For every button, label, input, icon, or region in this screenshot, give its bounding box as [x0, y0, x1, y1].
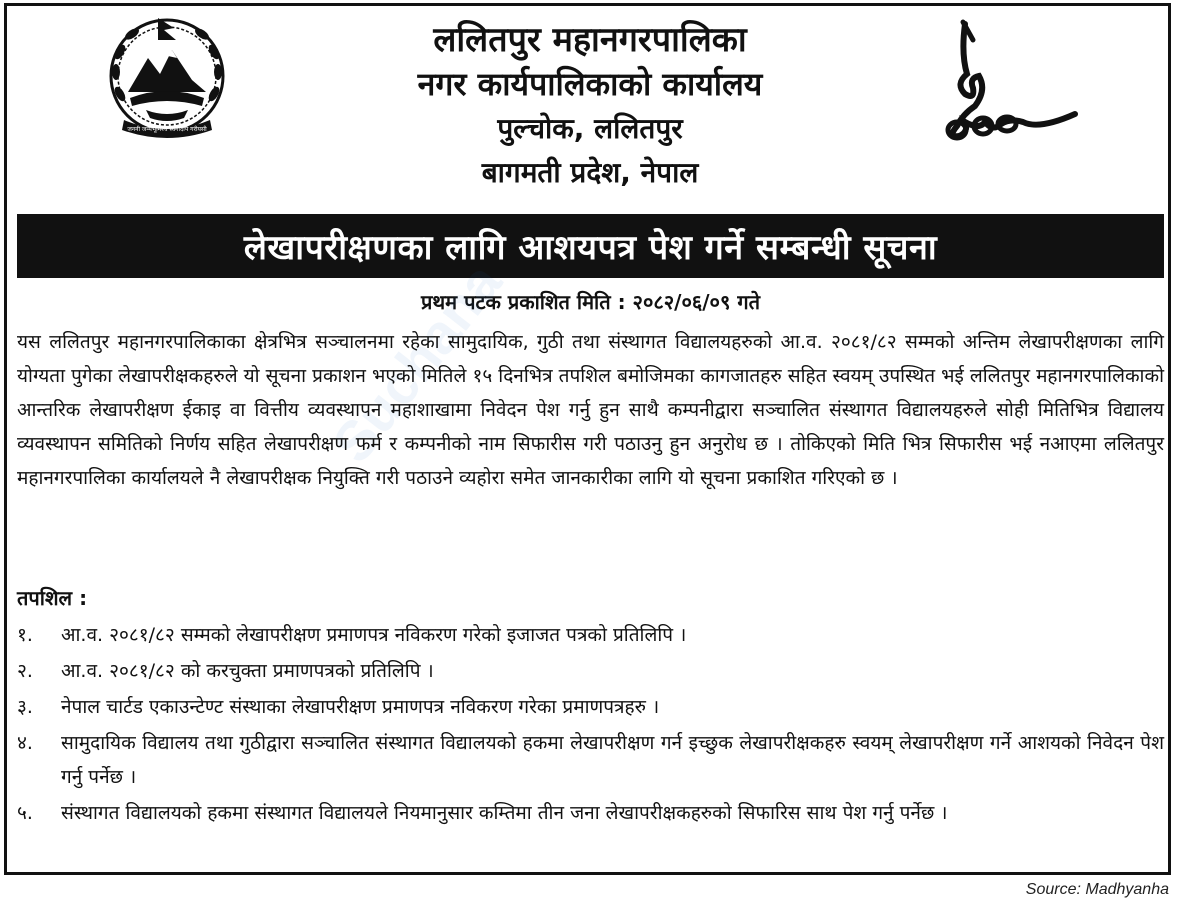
- list-item-text: सामुदायिक विद्यालय तथा गुठीद्वारा सञ्चालित संस्थागत विद्यालयको हकमा लेखापरीक्षण गर्न इच्छुक लेखापरीक्षकहरु स्वयम् लेखापरीक्षण गर्ने आशयको निवेदन पेश गर्नु पर्नेछ ।: [61, 732, 1164, 788]
- list-item-text: आ.व. २०८१/८२ को करचुक्ता प्रमाणपत्रको प्रतिलिपि ।: [61, 660, 434, 682]
- watermark: Suchana: [320, 251, 514, 474]
- notice-title: लेखापरीक्षणका लागि आशयपत्र पेश गर्ने सम्बन्धी सूचना: [17, 214, 1164, 278]
- list-item: [17, 654, 1164, 688]
- office-address: पुल्चोक, ललितपुर: [497, 112, 683, 145]
- list-item-text: आ.व. २०८१/८२ सम्मको लेखापरीक्षण प्रमाणपत्र नविकरण गरेको इजाजत पत्रको प्रतिलिपि ।: [61, 624, 687, 646]
- tapsil-heading: तपशिल :: [17, 586, 88, 610]
- list-item-number: ३.: [17, 696, 33, 718]
- list-item-text: संस्थागत विद्यालयको हकमा संस्थागत विद्यालयले नियमानुसार कम्तिमा तीन जना लेखापरीक्षकहरुको सिफारिस साथ पेश गर्नु पर्नेछ ।: [61, 802, 948, 824]
- nepal-government-emblem-icon: [102, 14, 232, 146]
- notice-body: यस ललितपुर महानगरपालिकाका क्षेत्रभित्र सञ्चालनमा रहेका सामुदायिक, गुठी तथा संस्थागत विद्यालयहरुको आ.व. २०८१/८२ सम्मको अन्तिम लेखापरीक्षणका लागि योग्यता पुगेका लेखापरीक्षकहरुले यो सूचना प्रकाशन भएको मितिले १५ दिनभित्र तपशिल बमोजिमका कागजातहरु सहित स्वयम् उपस्थित भई ललितपुर महानगरपालिकाको आन्तरिक लेखापरीक्षण ईकाइ वा वित्तीय व्यवस्थापन महाशाखामा निवेदन पेश गर्नु हुन साथै कम्पनीद्वारा सञ्चालित संस्थागत विद्यालयहरुले सोही मितिभित्र विद्यालय व्यवस्थापन समितिको निर्णय सहित लेखापरीक्षण फर्म र कम्पनीको नाम सिफारीस गरी पठाउनु हुन अनुरोध छ । तोकिएको मिति भित्र सिफारीस भई नआएमा ललितपुर महानगरपालिका कार्यालयले नै लेखापरीक्षक नियुक्ति गरी पठाउने व्यहोरा समेत जानकारीका लागि यो सूचना प्रकाशित गरिएको छ ।: [17, 331, 1164, 489]
- requirements-list: [17, 618, 1164, 832]
- list-item: [17, 796, 1164, 830]
- office-name: नगर कार्यपालिकाको कार्यालय: [417, 65, 763, 103]
- municipality-name: ललितपुर महानगरपालिका: [433, 20, 747, 60]
- province-country: बागमती प्रदेश, नेपाल: [481, 156, 699, 189]
- list-item-number: ४.: [17, 732, 33, 754]
- list-item: [17, 690, 1164, 724]
- svg-text:जननी जन्मभूमिश्च स्वर्गादपि गर: जननी जन्मभूमिश्च स्वर्गादपि गरीयसी: [127, 126, 207, 133]
- signature-icon: [935, 14, 1085, 144]
- office-header: [280, 18, 900, 192]
- list-item-text: नेपाल चार्टड एकाउन्टेण्ट संस्थाका लेखापरीक्षण प्रमाणपत्र नविकरण गरेका प्रमाणपत्रहरु ।: [61, 696, 660, 718]
- source-credit: Source: Madhyanha: [1025, 881, 1169, 898]
- list-item-number: ५.: [17, 802, 33, 824]
- list-item: [17, 618, 1164, 652]
- list-item-number: २.: [17, 660, 33, 682]
- publication-date: प्रथम पटक प्रकाशित मिति : २०८२/०६/०९ गते: [421, 290, 760, 314]
- list-item: [17, 726, 1164, 794]
- list-item-number: १.: [17, 624, 33, 646]
